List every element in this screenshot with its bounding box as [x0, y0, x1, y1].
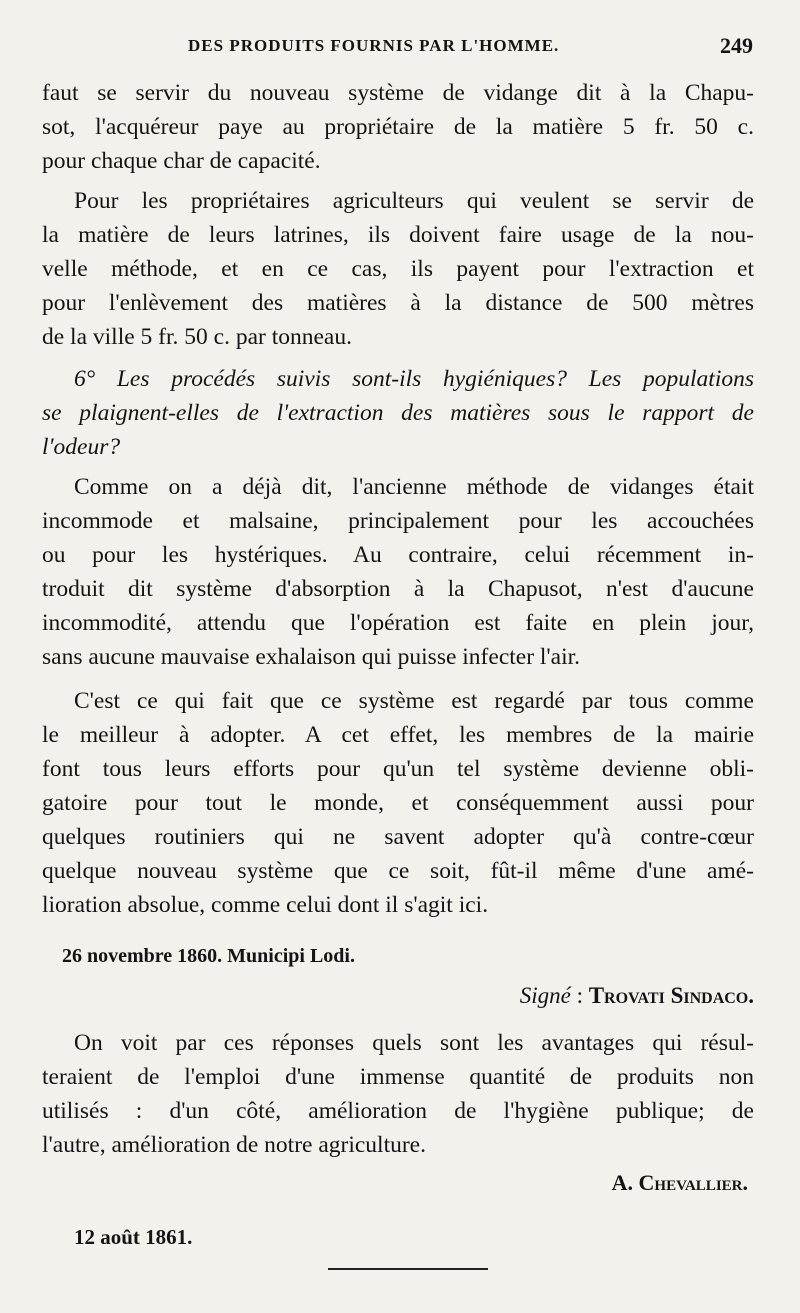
text-line: incommode et malsaine, principalement pour les accouchées	[42, 508, 754, 534]
question-paragraph	[42, 362, 754, 464]
text-line: quelques routiniers qui ne savent adopter qu'à contre-cœur	[42, 824, 754, 850]
text-line: ou pour les hystériques. Au contraire, celui récemment in-	[42, 542, 754, 568]
text-line: la matière de leurs latrines, ils doivent faire usage de la nou-	[42, 222, 754, 248]
text-line: pour chaque char de capacité.	[42, 148, 321, 174]
text-line: lioration absolue, comme celui dont il s'agit ici.	[42, 892, 489, 918]
page-header	[188, 33, 753, 66]
text-line: C'est ce qui fait que ce système est regardé par tous comme	[74, 688, 754, 714]
author-signature	[612, 1170, 748, 1196]
author-name: A. Chevallier.	[611, 1170, 748, 1195]
text-line: incommodité, attendu que l'opération est faite en plein jour,	[42, 610, 754, 636]
text-line: quelque nouveau système que ce soit, fût-il même d'une amé-	[42, 858, 754, 884]
text-line: pour l'enlèvement des matières à la distance de 500 mètres	[42, 290, 754, 316]
paragraph-5	[42, 684, 754, 922]
paragraph-1	[42, 76, 754, 178]
text-line: troduit dit système d'absorption à la Chapusot, n'est d'aucune	[42, 576, 754, 602]
running-title: DES PRODUITS FOURNIS PAR L'HOMME.	[188, 36, 560, 55]
text-line: On voit par ces réponses quels sont les avantages qui résul-	[74, 1030, 754, 1056]
text-line: le meilleur à adopter. A cet effet, les membres de la mairie	[42, 722, 754, 748]
text-line: sot, l'acquéreur paye au propriétaire de la matière 5 fr. 50 c.	[42, 114, 754, 140]
text-line: de la ville 5 fr. 50 c. par tonneau.	[42, 324, 352, 350]
signature-label: Signé	[519, 983, 571, 1008]
text-line: 6° Les procédés suivis sont-ils hygiéniques? Les populations	[74, 366, 754, 392]
text-line: teraient de l'emploi d'une immense quantité de produits non	[42, 1064, 754, 1090]
text-line: velle méthode, et en ce cas, ils payent pour l'extraction et	[42, 256, 754, 282]
signature	[520, 983, 754, 1009]
paragraph-6	[42, 1026, 754, 1162]
text-line: utilisés : d'un côté, amélioration de l'hygiène publique; de	[42, 1098, 754, 1124]
text-line: l'autre, amélioration de notre agriculture.	[42, 1132, 426, 1158]
end-rule	[328, 1268, 488, 1270]
text-line: l'odeur?	[42, 434, 121, 460]
signature-name: Trovati Sindaco.	[588, 983, 754, 1008]
paragraph-2	[42, 184, 754, 354]
paragraph-4	[42, 470, 754, 674]
text-line: Comme on a déjà dit, l'ancienne méthode de vidanges était	[74, 474, 754, 500]
text-line: Pour les propriétaires agriculteurs qui veulent se servir de	[74, 188, 754, 214]
text-line: font tous leurs efforts pour qu'un tel système devienne obli-	[42, 756, 754, 782]
signature-separator: :	[570, 983, 589, 1008]
page-number: 249	[720, 33, 753, 58]
text-line: se plaignent-elles de l'extraction des matières sous le rapport de	[42, 400, 754, 426]
text-line: sans aucune mauvaise exhalaison qui puisse infecter l'air.	[42, 644, 581, 670]
dateline: 26 novembre 1860. Municipi Lodi.	[62, 945, 355, 967]
text-line: faut se servir du nouveau système de vidange dit à la Chapu-	[42, 80, 754, 106]
closing-date: 12 août 1861.	[74, 1225, 193, 1249]
text-line: gatoire pour tout le monde, et conséquemment aussi pour	[42, 790, 754, 816]
